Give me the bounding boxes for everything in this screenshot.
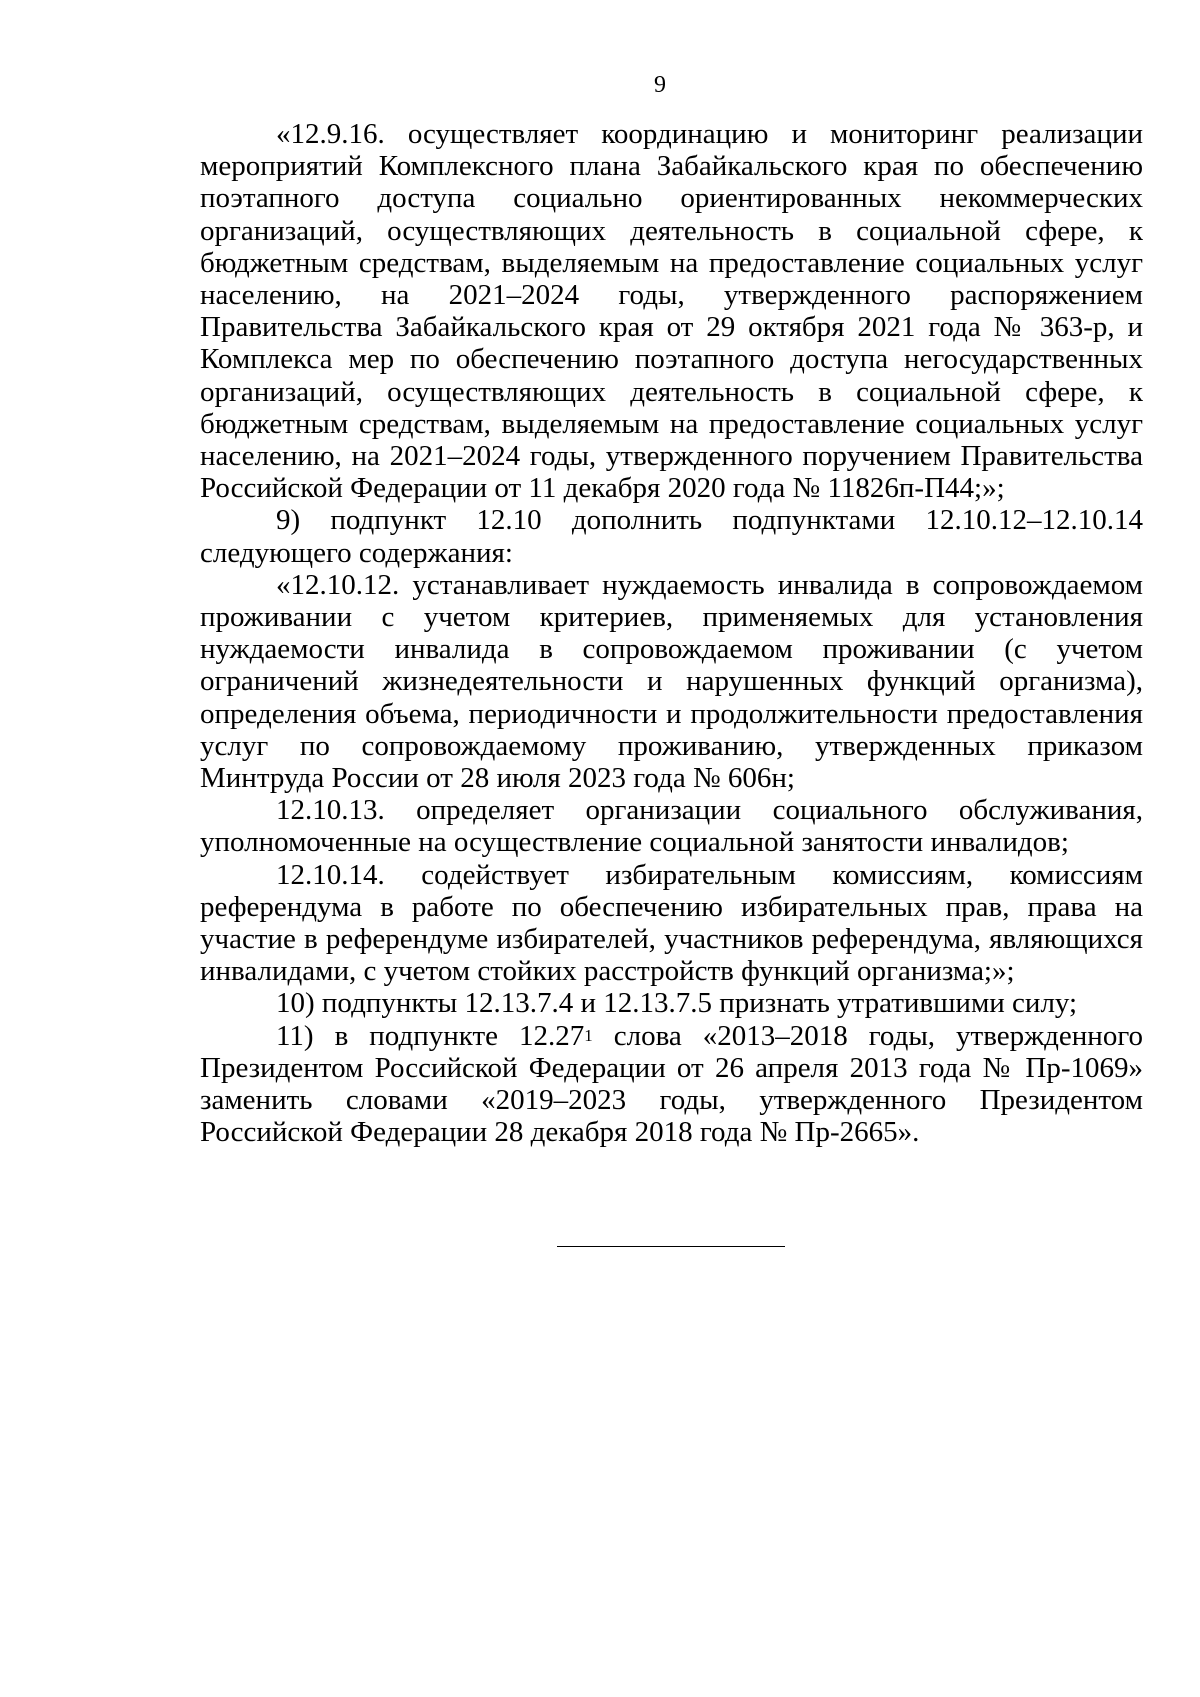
paragraph-12-10-14: 12.10.14. содействует избирательным комиссиям, комиссиям референдума в работе по обеспечению избирательных прав, права на участие в референдуме избирателей, участников референдума, являющихся инвалидами, с учетом стойких расстройств функций организма;»; <box>200 858 1143 988</box>
page-number: 9 <box>654 72 666 98</box>
paragraph-12-10-13: 12.10.13. определяет организации социального обслуживания, уполномоченные на осуществление социальной занятости инвалидов; <box>200 794 1143 859</box>
paragraph-12-10-12: «12.10.12. устанавливает нуждаемость инвалида в сопровождаемом проживании с учетом критериев, применяемых для установления нуждаемости инвалида в сопровождаемом проживании (с учетом ограничений жизнедеятельности и нарушенных функций организма), определения объема, периодичности и продолжительности предоставления услуг по сопровождаемому проживанию, утвержденных приказом Минтруда России от 28 июля 2023 года № 606н; <box>200 568 1143 795</box>
paragraph-item-9: 9) подпункт 12.10 дополнить подпунктами 12.10.12–12.10.14 следующего содержания: <box>200 504 1143 569</box>
paragraph-12-9-16: «12.9.16. осуществляет координацию и мониторинг реализации мероприятий Комплексного плана Забайкальского края по обеспечению поэтапного доступа социально ориентированных некоммерческих организаций, осуществляющих деятельность в социальной сфере, к бюджетным средствам, выделяемым на предоставление социальных услуг населению, на 2021–2024 годы, утвержденного распоряжением Правительства Забайкальского края от 29 октября 2021 года № 363-р, и Комплекса мер по обеспечению поэтапного доступа негосударственных организаций, осуществляющих деятельность в социальной сфере, к бюджетным средствам, выделяемым на предоставление социальных услуг населению, на 2021–2024 годы, утвержденного поручением Правительства Российской Федерации от 11 декабря 2020 года № 11826п-П44;»; <box>200 118 1143 505</box>
paragraph-item-11 <box>200 1020 1143 1149</box>
paragraph-item-11-text-after: слова «2013–2018 годы, утвержденного Президентом Российской Федерации от 26 апреля 2013 года № Пр-1069» заменить словами «2019–2023 годы, утвержденного Президентом Российской Федерации 28 декабря 2018 года № Пр-2665». <box>200 1019 1143 1149</box>
footnote-superscript: 1 <box>584 1025 593 1045</box>
document-body <box>200 118 1143 1149</box>
paragraph-item-11-text-before: 11) в подпункте 12.27 <box>276 1019 585 1052</box>
closing-divider-line <box>557 1246 785 1247</box>
paragraph-item-10: 10) подпункты 12.13.7.4 и 12.13.7.5 признать утратившими силу; <box>276 987 1078 1020</box>
